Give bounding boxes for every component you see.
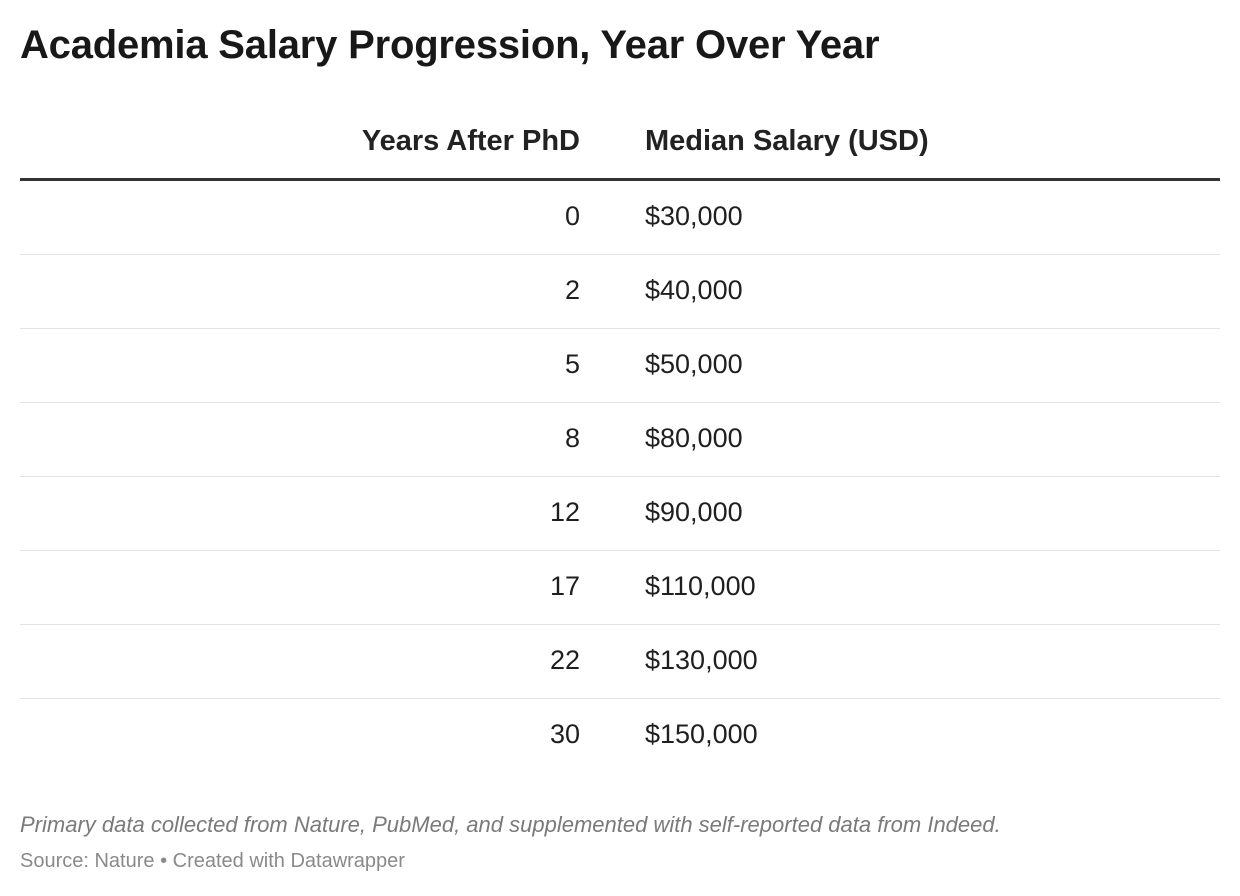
cell-years-after-phd: 2 (564, 275, 580, 305)
table-row (20, 181, 1220, 255)
table-row (20, 477, 1220, 551)
cell-years-after-phd: 30 (549, 719, 580, 749)
table-header-row (20, 110, 1220, 181)
cell-years-after-phd: 5 (564, 349, 580, 379)
cell-years-after-phd: 12 (549, 497, 580, 527)
cell-median-salary: $50,000 (645, 349, 743, 379)
cell-years-after-phd: 17 (549, 571, 580, 601)
cell-median-salary: $30,000 (645, 201, 743, 231)
table-row (20, 403, 1220, 477)
salary-table (20, 110, 1220, 772)
cell-median-salary: $40,000 (645, 275, 743, 305)
table-row (20, 329, 1220, 403)
cell-years-after-phd: 8 (564, 423, 580, 453)
cell-years-after-phd: 0 (564, 201, 580, 231)
cell-median-salary: $110,000 (645, 571, 756, 601)
table-body (20, 181, 1220, 772)
cell-median-salary: $80,000 (645, 423, 743, 453)
cell-median-salary: $150,000 (645, 719, 758, 749)
table-row (20, 255, 1220, 329)
chart-title: Academia Salary Progression, Year Over Year (20, 23, 880, 67)
table-row (20, 551, 1220, 625)
chart-source: Source: Nature • Created with Datawrapper (20, 850, 405, 872)
table-row (20, 625, 1220, 699)
cell-years-after-phd: 22 (549, 645, 580, 675)
column-header-years: Years After PhD (361, 125, 580, 157)
cell-median-salary: $90,000 (645, 497, 743, 527)
table-row (20, 699, 1220, 772)
chart-notes: Primary data collected from Nature, PubMed, and supplemented with self-reported data from Indeed. (20, 812, 1001, 837)
column-header-salary: Median Salary (USD) (645, 125, 929, 157)
cell-median-salary: $130,000 (645, 645, 758, 675)
